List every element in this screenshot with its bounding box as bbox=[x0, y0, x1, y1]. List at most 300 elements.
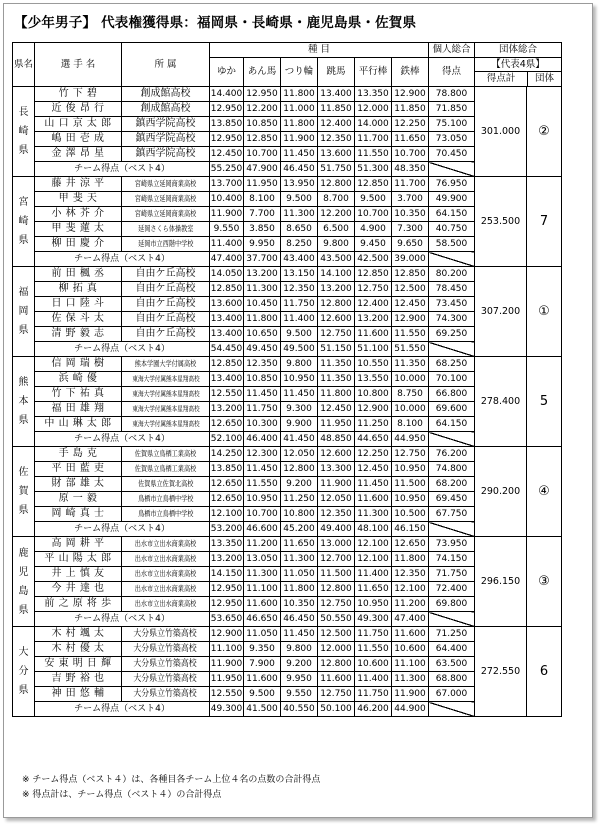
event-score: 11.250 bbox=[281, 492, 318, 507]
event-score: 11.800 bbox=[281, 87, 318, 102]
event-score: 9.500 bbox=[281, 192, 318, 207]
event-score: 11.100 bbox=[210, 642, 244, 657]
team-event-score: 41.450 bbox=[281, 432, 318, 447]
event-score: 11.350 bbox=[392, 357, 429, 372]
event-score: 14.100 bbox=[318, 267, 355, 282]
team-event-score: 37.700 bbox=[244, 252, 281, 267]
event-score: 12.650 bbox=[210, 492, 244, 507]
event-score: 11.100 bbox=[392, 657, 429, 672]
event-score: 9.950 bbox=[244, 237, 281, 252]
event-score: 11.550 bbox=[392, 327, 429, 342]
event-score: 13.600 bbox=[318, 147, 355, 162]
event-score: 10.700 bbox=[244, 507, 281, 522]
player-school bbox=[122, 207, 210, 222]
team-event-score: 49.300 bbox=[355, 612, 392, 627]
event-score: 11.900 bbox=[210, 207, 244, 222]
empty-diagonal-cell bbox=[429, 432, 475, 447]
event-score: 10.000 bbox=[392, 372, 429, 387]
school-label: 宮崎県立延岡商業高校 bbox=[134, 193, 197, 203]
player-name: 山 口 京 太 郎 bbox=[35, 117, 122, 132]
event-score: 10.550 bbox=[355, 357, 392, 372]
event-score: 10.400 bbox=[210, 192, 244, 207]
individual-total: 68.800 bbox=[429, 672, 475, 687]
player-name: 竹 下 碧 bbox=[35, 87, 122, 102]
player-row bbox=[13, 87, 562, 102]
header-event: つり輪 bbox=[281, 58, 318, 87]
team-event-score: 46.200 bbox=[355, 702, 392, 717]
event-score: 12.750 bbox=[392, 447, 429, 462]
player-name: 日 口 陸 斗 bbox=[35, 297, 122, 312]
player-row bbox=[13, 627, 562, 642]
event-score: 12.000 bbox=[355, 102, 392, 117]
event-score: 11.600 bbox=[244, 597, 281, 612]
event-score: 11.400 bbox=[355, 672, 392, 687]
prefecture-char: 児 bbox=[18, 566, 29, 578]
player-name: 近 俊 昂 行 bbox=[35, 102, 122, 117]
team-event-score: 43.400 bbox=[281, 252, 318, 267]
header-individual-score: 得点 bbox=[429, 58, 475, 87]
school-label: 宮崎県立延岡商業高校 bbox=[134, 178, 197, 188]
event-score: 11.900 bbox=[210, 657, 244, 672]
school-label: 創成館高校 bbox=[140, 103, 191, 114]
event-score: 11.300 bbox=[392, 672, 429, 687]
team-event-score: 46.400 bbox=[244, 432, 281, 447]
event-score: 4.900 bbox=[355, 222, 392, 237]
team-event-score: 47.400 bbox=[392, 612, 429, 627]
event-score: 11.300 bbox=[244, 282, 281, 297]
school-label: 出水市立出水商業高校 bbox=[134, 553, 197, 563]
team-rank: 5 bbox=[527, 357, 562, 447]
event-score: 10.600 bbox=[392, 642, 429, 657]
event-score: 12.950 bbox=[210, 102, 244, 117]
event-score: 13.400 bbox=[210, 327, 244, 342]
empty-diagonal-cell bbox=[429, 612, 475, 627]
team-total-score: 301.000 bbox=[475, 87, 527, 177]
event-score: 9.800 bbox=[281, 642, 318, 657]
event-score: 9.950 bbox=[281, 672, 318, 687]
prefecture-name bbox=[13, 177, 35, 267]
prefecture-char: 県 bbox=[18, 235, 29, 246]
player-school bbox=[122, 387, 210, 402]
event-score: 12.800 bbox=[318, 297, 355, 312]
event-score: 12.200 bbox=[244, 102, 281, 117]
player-name: 神 田 悠 輔 bbox=[35, 687, 122, 702]
event-score: 12.350 bbox=[318, 132, 355, 147]
event-score: 11.850 bbox=[318, 102, 355, 117]
event-score: 10.700 bbox=[244, 147, 281, 162]
event-score: 8.750 bbox=[392, 387, 429, 402]
event-score: 11.300 bbox=[281, 552, 318, 567]
individual-total: 40.750 bbox=[429, 222, 475, 237]
team-rank: ② bbox=[527, 87, 562, 177]
event-score: 12.050 bbox=[281, 447, 318, 462]
event-score: 12.750 bbox=[355, 282, 392, 297]
event-score: 12.800 bbox=[281, 462, 318, 477]
prefecture-char: 福 bbox=[18, 287, 29, 298]
school-label: 鎮西学院高校 bbox=[135, 118, 196, 129]
event-score: 10.500 bbox=[392, 507, 429, 522]
player-name: 前 田 楓 丞 bbox=[35, 267, 122, 282]
team-event-score: 39.000 bbox=[392, 252, 429, 267]
event-score: 13.200 bbox=[210, 402, 244, 417]
event-score: 13.600 bbox=[210, 297, 244, 312]
player-name: 前 之 原 将 歩 bbox=[35, 597, 122, 612]
event-score: 11.450 bbox=[281, 387, 318, 402]
team-event-score: 46.450 bbox=[281, 162, 318, 177]
event-score: 11.700 bbox=[355, 132, 392, 147]
event-score: 11.900 bbox=[318, 477, 355, 492]
team-event-score: 44.900 bbox=[392, 702, 429, 717]
event-score: 9.500 bbox=[355, 192, 392, 207]
event-score: 12.750 bbox=[318, 687, 355, 702]
player-school bbox=[122, 462, 210, 477]
prefecture-char: 佐 bbox=[18, 467, 29, 478]
header-event: 跳馬 bbox=[318, 58, 355, 87]
event-score: 13.200 bbox=[244, 267, 281, 282]
team-event-score: 51.150 bbox=[318, 342, 355, 357]
school-label: 佐賀県立鳥栖工業高校 bbox=[134, 448, 197, 458]
individual-total: 73.450 bbox=[429, 297, 475, 312]
player-school bbox=[122, 192, 210, 207]
player-school bbox=[122, 147, 210, 162]
event-score: 10.300 bbox=[244, 417, 281, 432]
school-label: 出水市立出水商業高校 bbox=[134, 583, 197, 593]
player-school bbox=[122, 657, 210, 672]
event-score: 11.500 bbox=[392, 477, 429, 492]
event-score: 11.450 bbox=[281, 627, 318, 642]
event-score: 11.600 bbox=[244, 672, 281, 687]
event-score: 12.850 bbox=[210, 357, 244, 372]
event-score: 10.700 bbox=[392, 147, 429, 162]
individual-total: 71.750 bbox=[429, 567, 475, 582]
school-label: 鳥栖市立鳥栖中学校 bbox=[137, 493, 194, 503]
individual-total: 64.400 bbox=[429, 642, 475, 657]
event-score: 12.950 bbox=[210, 597, 244, 612]
player-school bbox=[122, 402, 210, 417]
individual-total: 72.400 bbox=[429, 582, 475, 597]
event-score: 10.850 bbox=[244, 372, 281, 387]
team-event-score: 50.550 bbox=[318, 612, 355, 627]
team-total-score: 290.200 bbox=[475, 447, 527, 537]
team-total-score: 272.550 bbox=[475, 627, 527, 717]
player-school bbox=[122, 117, 210, 132]
school-label: 延岡市立西階中学校 bbox=[137, 238, 194, 248]
individual-total: 69.450 bbox=[429, 492, 475, 507]
event-score: 8.250 bbox=[281, 237, 318, 252]
prefecture-char: 鹿 bbox=[18, 547, 29, 559]
header-team-rank: 団体 bbox=[534, 73, 554, 84]
individual-total: 69.250 bbox=[429, 327, 475, 342]
team-event-score: 52.100 bbox=[210, 432, 244, 447]
event-score: 11.700 bbox=[392, 177, 429, 192]
team-event-score: 55.250 bbox=[210, 162, 244, 177]
prefecture-char: 県 bbox=[18, 325, 29, 336]
player-school bbox=[122, 237, 210, 252]
school-label: 東海大学付属熊本星翔高校 bbox=[131, 389, 200, 398]
school-label: 東海大学付属熊本星翔高校 bbox=[131, 419, 200, 428]
team-event-score: 51.550 bbox=[392, 342, 429, 357]
results-body bbox=[13, 87, 562, 717]
event-score: 3.700 bbox=[392, 192, 429, 207]
prefecture-name bbox=[13, 87, 35, 177]
team-event-score: 53.650 bbox=[210, 612, 244, 627]
event-score: 12.100 bbox=[210, 507, 244, 522]
player-school bbox=[122, 492, 210, 507]
team-event-score: 43.500 bbox=[318, 252, 355, 267]
event-score: 11.750 bbox=[281, 297, 318, 312]
individual-total: 73.950 bbox=[429, 537, 475, 552]
player-school bbox=[122, 177, 210, 192]
individual-total: 70.450 bbox=[429, 147, 475, 162]
team-total-score: 296.150 bbox=[475, 537, 527, 627]
individual-total: 64.150 bbox=[429, 417, 475, 432]
player-row bbox=[13, 267, 562, 282]
player-school bbox=[122, 447, 210, 462]
school-label: 延岡さくら体操教室 bbox=[137, 223, 194, 233]
team-event-score: 45.200 bbox=[281, 522, 318, 537]
prefecture-char: 岡 bbox=[18, 306, 29, 317]
event-score: 12.650 bbox=[210, 477, 244, 492]
event-score: 12.350 bbox=[392, 567, 429, 582]
player-school bbox=[122, 357, 210, 372]
player-name: 柳 拓 真 bbox=[35, 282, 122, 297]
player-name: 浜 崎 優 bbox=[35, 372, 122, 387]
player-school bbox=[122, 222, 210, 237]
school-label: 自由ケ丘高校 bbox=[135, 313, 196, 324]
event-score: 12.350 bbox=[244, 357, 281, 372]
event-score: 11.200 bbox=[392, 597, 429, 612]
event-score: 12.600 bbox=[318, 447, 355, 462]
school-label: 創成館高校 bbox=[140, 88, 191, 99]
event-score: 11.650 bbox=[355, 582, 392, 597]
team-score-label: チーム得点（ベスト4） bbox=[35, 522, 210, 537]
event-score: 9.350 bbox=[244, 642, 281, 657]
team-event-score: 47.900 bbox=[244, 162, 281, 177]
individual-total: 78.800 bbox=[429, 87, 475, 102]
event-score: 9.550 bbox=[210, 222, 244, 237]
player-school bbox=[122, 267, 210, 282]
player-name: 今 井 達 也 bbox=[35, 582, 122, 597]
player-name: 原 一 毅 bbox=[35, 492, 122, 507]
event-score: 12.450 bbox=[318, 402, 355, 417]
event-score: 10.850 bbox=[244, 117, 281, 132]
event-score: 12.200 bbox=[318, 207, 355, 222]
team-rank: 6 bbox=[527, 627, 562, 717]
event-score: 11.400 bbox=[210, 237, 244, 252]
event-score: 11.900 bbox=[281, 132, 318, 147]
team-event-score: 42.500 bbox=[355, 252, 392, 267]
event-score: 12.650 bbox=[210, 417, 244, 432]
prefecture-char: 崎 bbox=[18, 126, 29, 137]
event-score: 7.700 bbox=[244, 207, 281, 222]
event-score: 10.000 bbox=[392, 402, 429, 417]
player-school bbox=[122, 132, 210, 147]
player-school bbox=[122, 477, 210, 492]
event-score: 13.850 bbox=[210, 117, 244, 132]
prefecture-char: 熊 bbox=[18, 377, 29, 388]
team-score-label: チーム得点（ベスト4） bbox=[35, 342, 210, 357]
event-score: 13.200 bbox=[210, 552, 244, 567]
team-event-score: 49.450 bbox=[244, 342, 281, 357]
player-school bbox=[122, 537, 210, 552]
empty-diagonal-cell bbox=[429, 702, 475, 717]
event-score: 12.100 bbox=[355, 552, 392, 567]
event-score: 11.450 bbox=[355, 477, 392, 492]
team-score-label: チーム得点（ベスト4） bbox=[35, 432, 210, 447]
player-school bbox=[122, 102, 210, 117]
school-label: 鳥栖市立鳥栖中学校 bbox=[137, 508, 194, 518]
event-score: 12.350 bbox=[318, 507, 355, 522]
team-total-score: 307.200 bbox=[475, 267, 527, 357]
event-score: 9.650 bbox=[392, 237, 429, 252]
school-label: 自由ケ丘高校 bbox=[135, 283, 196, 294]
event-score: 11.600 bbox=[318, 672, 355, 687]
event-score: 13.550 bbox=[355, 372, 392, 387]
event-score: 12.950 bbox=[210, 132, 244, 147]
event-score: 12.550 bbox=[210, 387, 244, 402]
school-label: 出水市立出水商業高校 bbox=[134, 568, 197, 578]
event-score: 12.400 bbox=[318, 117, 355, 132]
event-score: 11.300 bbox=[355, 507, 392, 522]
team-event-score: 49.500 bbox=[281, 342, 318, 357]
individual-total: 63.500 bbox=[429, 657, 475, 672]
team-event-score: 48.100 bbox=[355, 522, 392, 537]
event-score: 13.000 bbox=[318, 537, 355, 552]
school-label: 大分県立竹築高校 bbox=[133, 688, 198, 699]
event-score: 13.400 bbox=[210, 312, 244, 327]
team-event-score: 48.350 bbox=[392, 162, 429, 177]
header-team-rep: 【代表4県】 bbox=[475, 58, 561, 72]
footnotes bbox=[22, 773, 320, 803]
event-score: 12.900 bbox=[355, 402, 392, 417]
event-score: 13.950 bbox=[281, 177, 318, 192]
player-school bbox=[122, 282, 210, 297]
event-score: 12.750 bbox=[318, 327, 355, 342]
prefecture-char: 分 bbox=[18, 666, 29, 677]
school-label: 東海大学付属熊本星翔高校 bbox=[131, 374, 200, 383]
player-school bbox=[122, 582, 210, 597]
prefecture-name bbox=[13, 627, 35, 717]
player-school bbox=[122, 297, 210, 312]
event-score: 12.600 bbox=[318, 312, 355, 327]
event-score: 11.600 bbox=[355, 327, 392, 342]
player-school bbox=[122, 627, 210, 642]
event-score: 11.200 bbox=[244, 537, 281, 552]
team-score-label: チーム得点（ベスト4） bbox=[35, 162, 210, 177]
player-name: 安 東 明 日 輝 bbox=[35, 657, 122, 672]
event-score: 7.300 bbox=[392, 222, 429, 237]
event-score: 13.200 bbox=[318, 282, 355, 297]
player-name: 竹 下 祐 真 bbox=[35, 387, 122, 402]
player-school bbox=[122, 567, 210, 582]
individual-total: 71.850 bbox=[429, 102, 475, 117]
event-score: 11.300 bbox=[244, 567, 281, 582]
individual-total: 74.150 bbox=[429, 552, 475, 567]
event-score: 14.000 bbox=[355, 117, 392, 132]
event-score: 12.500 bbox=[392, 282, 429, 297]
header-player: 選 手 名 bbox=[35, 43, 122, 87]
individual-total: 68.250 bbox=[429, 357, 475, 372]
school-label: 鎮西学院高校 bbox=[135, 148, 196, 159]
event-score: 13.850 bbox=[210, 462, 244, 477]
event-score: 12.900 bbox=[210, 627, 244, 642]
player-name: 平 田 藍 吏 bbox=[35, 462, 122, 477]
event-score: 10.600 bbox=[355, 657, 392, 672]
team-event-score: 46.600 bbox=[244, 522, 281, 537]
event-score: 10.950 bbox=[392, 492, 429, 507]
event-score: 12.550 bbox=[210, 687, 244, 702]
individual-total: 67.750 bbox=[429, 507, 475, 522]
event-score: 13.400 bbox=[318, 87, 355, 102]
individual-total: 74.800 bbox=[429, 462, 475, 477]
individual-total: 68.200 bbox=[429, 477, 475, 492]
player-school bbox=[122, 597, 210, 612]
player-name: 木 村 颯 太 bbox=[35, 627, 122, 642]
event-score: 11.550 bbox=[355, 642, 392, 657]
individual-total: 71.250 bbox=[429, 627, 475, 642]
header-school: 所 属 bbox=[122, 43, 210, 87]
header-event: あん馬 bbox=[244, 58, 281, 87]
individual-total: 76.950 bbox=[429, 177, 475, 192]
event-score: 9.300 bbox=[281, 402, 318, 417]
page-title: 【少年男子】 代表権獲得県：福岡県・長崎県・鹿児島県・佐賀県 bbox=[14, 15, 417, 31]
event-score: 13.350 bbox=[355, 87, 392, 102]
event-score: 10.950 bbox=[281, 372, 318, 387]
footnote: ※ 得点計は、チーム得点（ベスト４）の合計得点 bbox=[22, 790, 222, 800]
school-label: 鎮西学院高校 bbox=[135, 133, 196, 144]
event-score: 14.400 bbox=[210, 87, 244, 102]
player-name: 小 林 芥 介 bbox=[35, 207, 122, 222]
team-rank: 7 bbox=[527, 177, 562, 267]
prefecture-char: 崎 bbox=[18, 216, 29, 227]
team-event-score: 46.150 bbox=[392, 522, 429, 537]
player-name: 藤 井 涼 平 bbox=[35, 177, 122, 192]
header-event: 鉄棒 bbox=[392, 58, 429, 87]
team-event-score: 54.450 bbox=[210, 342, 244, 357]
event-score: 12.050 bbox=[318, 492, 355, 507]
event-score: 12.100 bbox=[355, 537, 392, 552]
school-label: 自由ケ丘高校 bbox=[135, 268, 196, 279]
event-score: 11.050 bbox=[244, 627, 281, 642]
event-score: 11.800 bbox=[392, 552, 429, 567]
individual-total: 67.000 bbox=[429, 687, 475, 702]
player-school bbox=[122, 507, 210, 522]
player-name: 手 島 克 bbox=[35, 447, 122, 462]
school-label: 大分県立竹築高校 bbox=[133, 673, 198, 684]
prefecture-name bbox=[13, 357, 35, 447]
player-name: 嶋 田 壱 成 bbox=[35, 132, 122, 147]
event-score: 12.950 bbox=[244, 87, 281, 102]
empty-diagonal-cell bbox=[429, 252, 475, 267]
header-prefecture: 県名 bbox=[13, 43, 35, 87]
event-score: 11.300 bbox=[281, 207, 318, 222]
player-school bbox=[122, 642, 210, 657]
school-label: 自由ケ丘高校 bbox=[135, 328, 196, 339]
individual-total: 70.100 bbox=[429, 372, 475, 387]
event-score: 6.500 bbox=[318, 222, 355, 237]
team-event-score: 44.650 bbox=[355, 432, 392, 447]
school-label: 東海大学付属熊本星翔高校 bbox=[131, 404, 200, 413]
event-score: 14.050 bbox=[210, 267, 244, 282]
event-score: 12.900 bbox=[392, 312, 429, 327]
event-score: 12.250 bbox=[355, 447, 392, 462]
event-score: 12.850 bbox=[244, 132, 281, 147]
event-score: 12.450 bbox=[355, 462, 392, 477]
player-school bbox=[122, 87, 210, 102]
event-score: 11.750 bbox=[355, 687, 392, 702]
event-score: 11.800 bbox=[244, 312, 281, 327]
team-event-score: 49.400 bbox=[318, 522, 355, 537]
